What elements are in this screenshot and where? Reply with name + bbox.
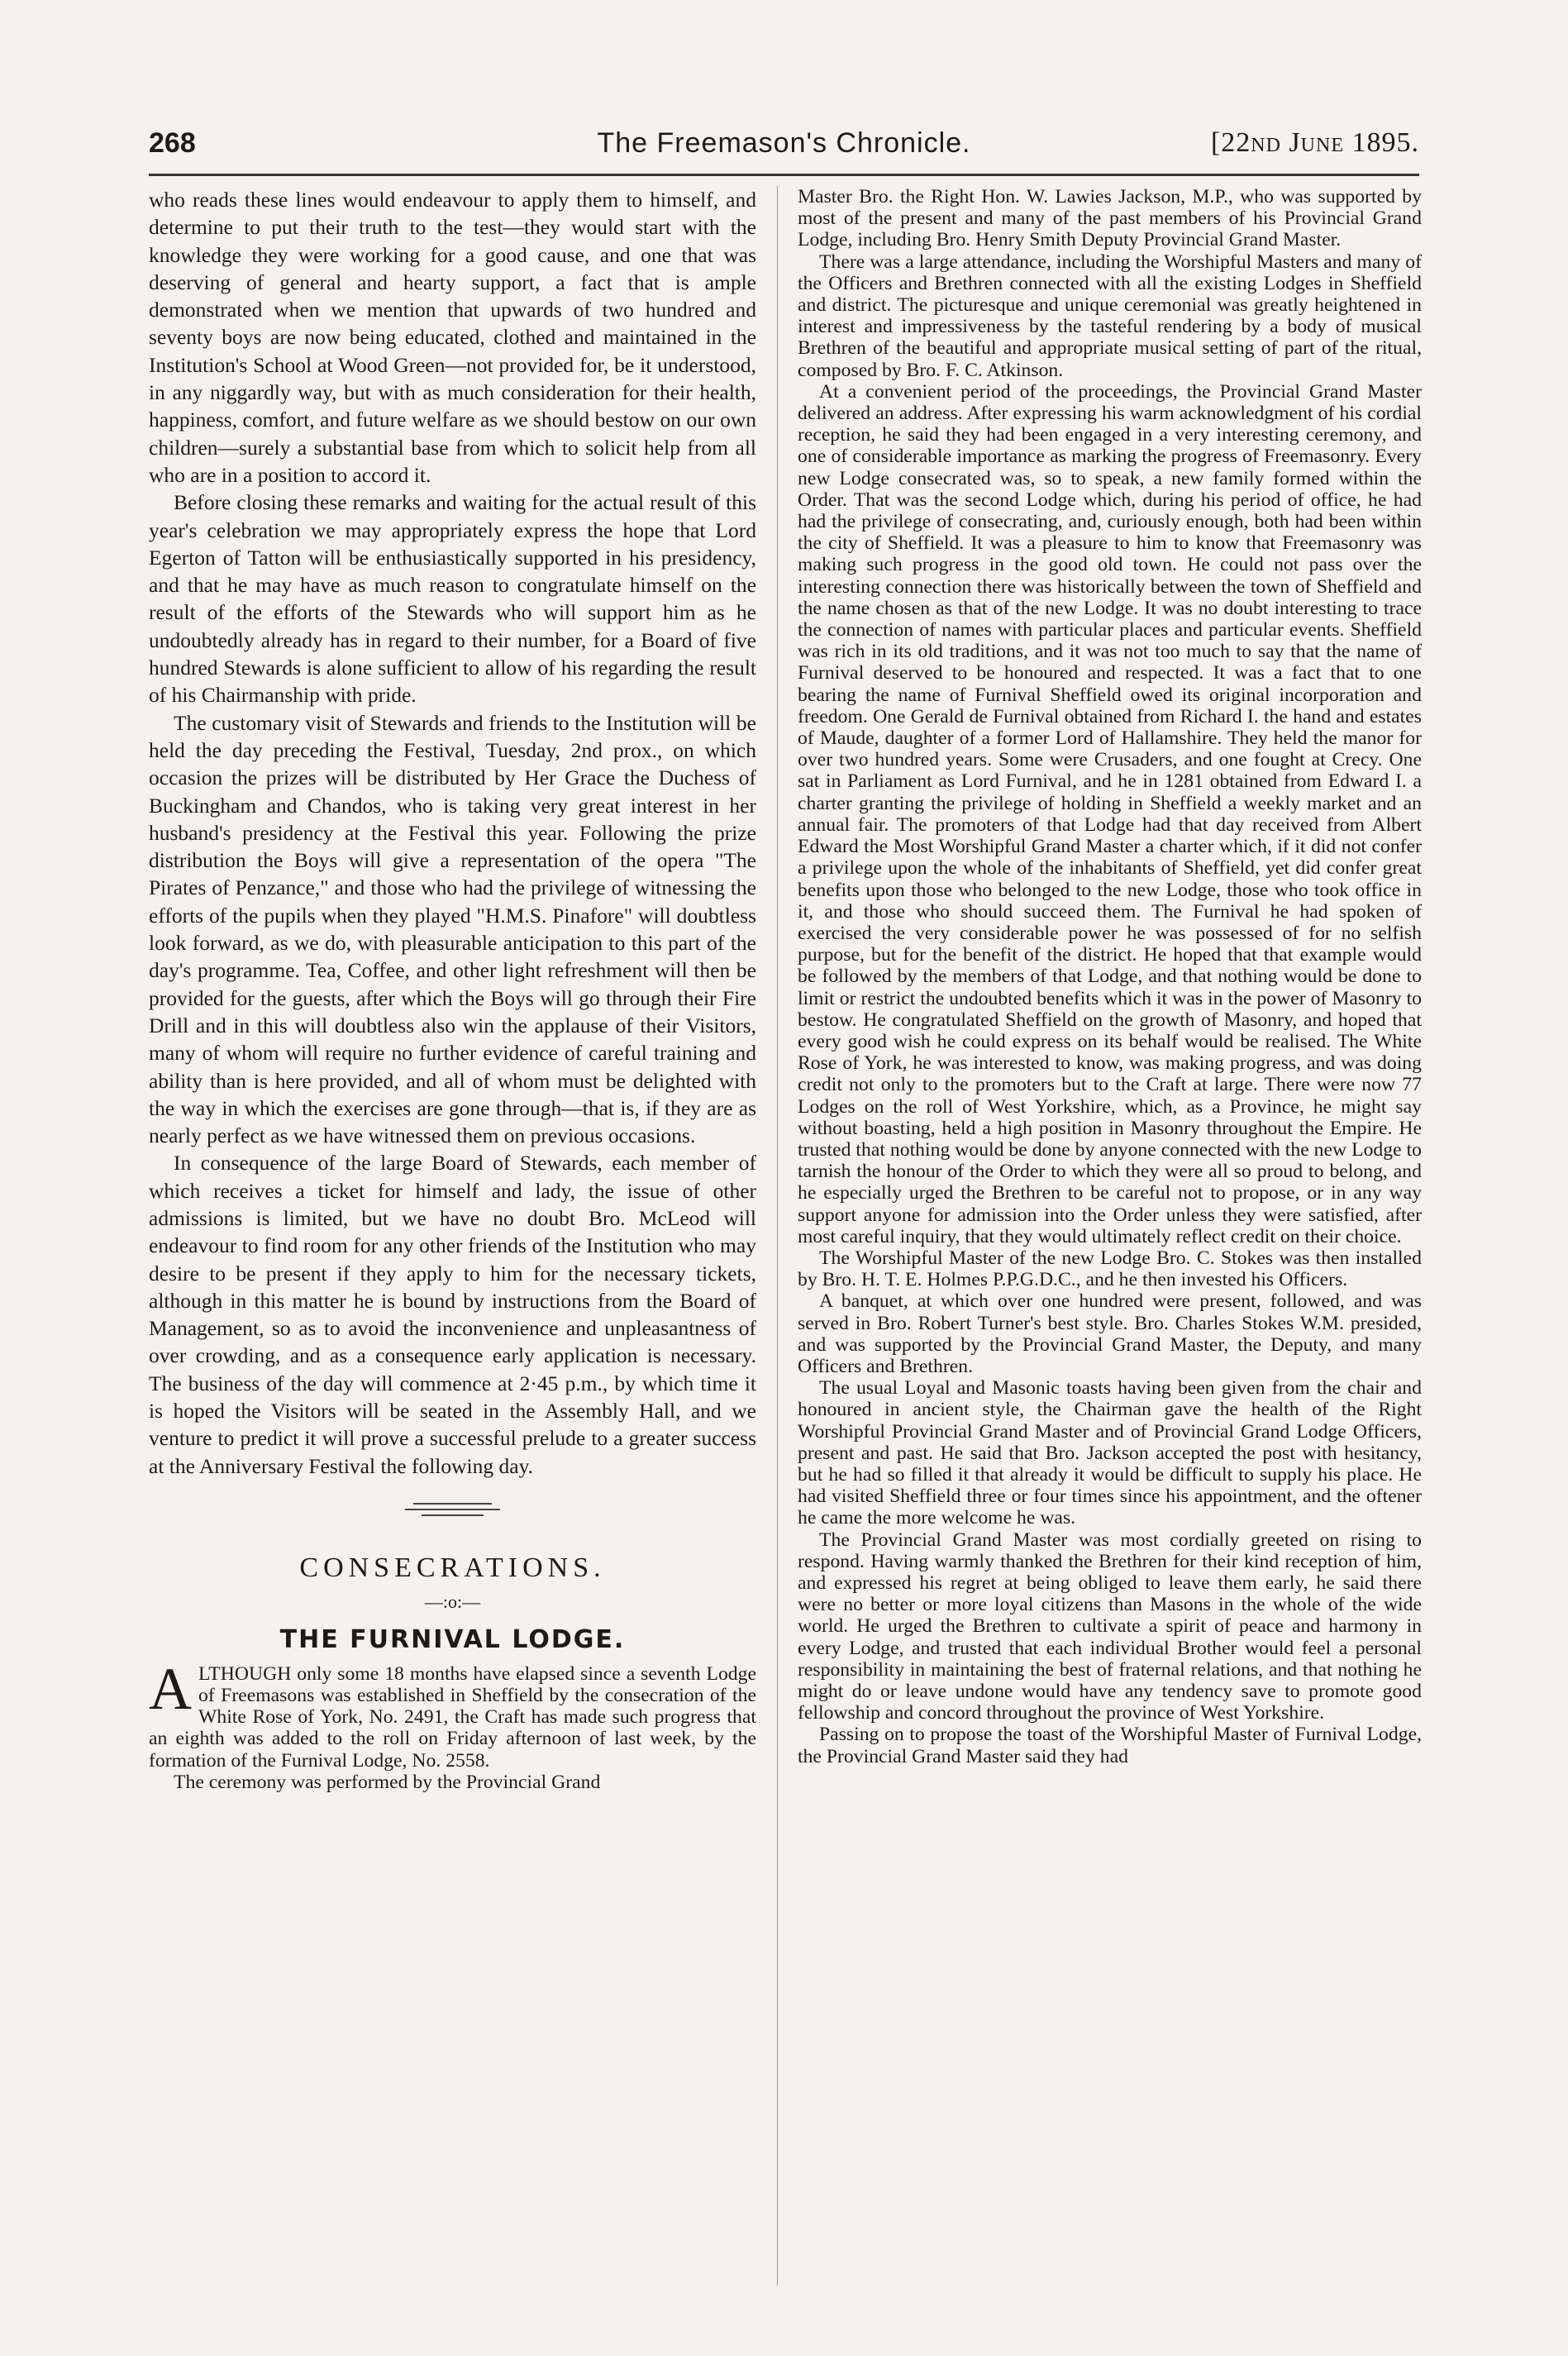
article-paragraph: The usual Loyal and Masonic toasts having been given from the chair and honoured in ancient style, the Chairman gave the health of the Right Worshipful Provincial Grand Master and of Provincial Grand Lodge Officers, present and past. He said that Bro. Jackson accepted the post with hesitancy, but he had so filled it that already it would be difficult to supply his place. He had visited Sheffield three or four times since his appointment, and the oftener he came the more welcome he was.: [798, 1377, 1422, 1529]
header-rule: [149, 174, 1419, 176]
section-separator: [149, 1503, 756, 1516]
drop-cap: A: [149, 1655, 192, 1722]
article-paragraph: The Provincial Grand Master was most cordially greeted on rising to respond. Having warmly thanked the Brethren for their kind reception of him, and expressed his regret at being obliged to leave them early, he said there were no better or more loyal citizens than Masons in the whole of the wide world. He urged the Brethren to cultivate a spirit of peace and harmony in every Lodge, and trusted that each individual Brother would feel a personal responsibility in maintaining the best of fraternal relations, and that nothing he might do or leave undone would have any tendency save to promote good fellowship and concord throughout the province of West Yorkshire.: [798, 1529, 1422, 1724]
consecration-paragraph: The ceremony was performed by the Provincial Grand: [174, 1771, 601, 1793]
article-paragraph: In consequence of the large Board of Stewards, each member of which receives a ticket for himself and lady, the issue of other admissions is limited, but we have no doubt Bro. McLeod will endeavour to find room for any other friends of the Institution who may desire to be present if they apply to him for the necessary tickets, although in this matter he is bound by instructions from the Board of Management, so as to avoid the inconvenience and unpleasantness of over crowding, and as a consequence early application is necessary. The business of the day will commence at 2·45 p.m., by which time it is hoped the Visitors will be seated in the Assembly Hall, and we venture to predict it will prove a successful prelude to a greater success at the Anniversary Festival the following day.: [149, 1151, 756, 1478]
consecration-paragraph: [149, 1655, 756, 1772]
separator-rule: [422, 1514, 484, 1516]
article-paragraph: At a convenient period of the proceedings, the Provincial Grand Master delivered an address. After expressing his warm acknowledgment of his cordial reception, he said they had been engaged in a very interesting ceremony, and one of considerable importance as marking the progress of Freemasonry. Every new Lodge consecrated was, so to speak, a new family formed within the Order. That was the second Lodge which, during his period of office, he had had the privilege of consecrating, and, curiously enough, both had been within the city of Sheffield. It was a pleasure to him to know that Freemasonry was making such progress in the good old town. He could not pass over the interesting connection there was historically between the town of Sheffield and the name chosen as that of the new Lodge. It was no doubt interesting to trace the connection of names with particular places and particular events. Sheffield was rich in its old traditions, and it was not too much to say that the name of Furnival deserved to be honoured and respected. It was a fact that to one bearing the name of Furnival Sheffield owed its original incorporation and freedom. One Gerald de Furnival obtained from Richard I. the hand and estates of Maude, daughter of a former Lord of Hallamshire. They held the manor for over two hundred years. Some were Crusaders, and one fought at Crecy. One sat in Parliament as Lord Furnival, and he in 1281 obtained from Edward I. a charter granting the privilege of holding in Sheffield a weekly market and an annual fair. The promoters of that Lodge had that day received from Albert Edward the Most Worshipful Grand Master a charter which, if it did not confer a privilege upon the whole of the inhabitants of Sheffield, yet did confer great benefits upon those who belonged to the new Lodge, those who took office in it, and those who should succeed them. The Furnival he had spoken of exercised the very considerable power he was possessed of for no selfish purpose, but for the benefit of the district. He hoped that that example would be followed by the members of that Lodge, and that nothing would be done to limit or restrict the undoubted benefits which it was in the power of Masonry to bestow. He congratulated Sheffield on the growth of Masonry, and hoped that every good wish he could express on its behalf would be realised. The White Rose of York, he was interested to know, was making progress, and was doing credit not only to the promoters but to the Craft at large. There were now 77 Lodges on the roll of West Yorkshire, which, as a Province, he might say without boasting, held a high position in Masonry throughout the Empire. He trusted that nothing would be done by anyone connected with the new Lodge to tarnish the honour of the Order to which they were all so proud to belong, and he especially urged the Brethren to be careful not to propose, or in any way support anyone for admission into the Order unless they were satisfied, after most careful inquiry, that they would ultimately reflect credit on their choice.: [798, 380, 1422, 1247]
article-paragraph: There was a large attendance, including the Worshipful Masters and many of the Officers and Brethren connected with all the existing Lodges in Sheffield and district. The picturesque and unique ceremonial was greatly heightened in interest and impressiveness by the tasteful rendering by a body of musical Brethren of the beautiful and appropriate musical setting of part of the ritual, composed by Bro. F. C. Atkinson.: [798, 250, 1422, 381]
right-column: [798, 186, 1422, 1767]
article-paragraph: The customary visit of Stewards and friends to the Institution will be held the day preceding the Festival, Tuesday, 2nd prox., on which occasion the prizes will be distributed by Her Grace the Duchess of Buckingham and Chandos, who is taking very great interest in her husband's presidency at the Festival this year. Following the prize distribution the Boys will give a representation of the opera "The Pirates of Penzance," and those who had the privilege of witnessing the efforts of the pupils when they played "H.M.S. Pinafore" will doubtless look forward, as we do, with pleasurable anticipation to this part of the day's programme. Tea, Coffee, and other light refreshment will then be provided for the guests, after which the Boys will go through their Fire Drill and in this will doubtless also win the applause of their Visitors, many of whom will require no further evidence of careful training and ability than is here provided, and all of whom must be delighted with the way in which the exercises are gone through—that is, if they are as nearly perfect as we have witnessed them on previous occasions.: [149, 710, 756, 1148]
journal-title: The Freemason's Chronicle.: [597, 127, 971, 159]
separator-rule: [413, 1503, 492, 1505]
lodge-title: THE FURNIVAL LODGE.: [279, 1624, 626, 1654]
column-divider: [777, 186, 778, 2286]
section-title: CONSECRATIONS.: [299, 1552, 606, 1583]
article-paragraph: The Worshipful Master of the new Lodge Bro. C. Stokes was then installed by Bro. H. T. E. Holmes P.P.G.D.C., and he then invested his Officers.: [798, 1247, 1422, 1291]
section-ornament: —:o:—: [424, 1591, 481, 1613]
article-paragraph: Passing on to propose the toast of the Worshipful Master of Furnival Lodge, the Provincial Grand Master said they had: [798, 1724, 1422, 1767]
article-paragraph: Before closing these remarks and waiting for the actual result of this year's celebration we may appropriately express the hope that Lord Egerton of Tatton will be enthusiastically supported in his presidency, and that he may have as much reason to congratulate himself on the result of the efforts of the Stewards who will support him as he undoubtedly already has in regard to their number, for a Board of five hundred Stewards is alone sufficient to allow of his regarding the result of his Chairmanship with pride.: [149, 490, 756, 708]
page-number: 268: [149, 127, 196, 159]
article-paragraph: who reads these lines would endeavour to apply them to himself, and determine to put their truth to the test—they would start with the knowledge they were working for a good cause, and one that was deserving of general and hearty support, a fact that is ample demonstrated when we mention that upwards of two hundred and seventy boys are now being educated, clothed and maintained in the Institution's School at Wood Green—not provided for, be it understood, in any niggardly way, but with as much consideration for their health, happiness, comfort, and future welfare as we should bestow on our own children—surely a substantial base from which to solicit help from all who are in a position to accord it.: [149, 188, 756, 487]
left-column: [149, 186, 756, 1793]
article-paragraph: Master Bro. the Right Hon. W. Lawies Jackson, M.P., who was supported by most of the present and many of the past members of his Provincial Grand Lodge, including Bro. Henry Smith Deputy Provincial Grand Master.: [798, 186, 1422, 251]
article-paragraph: A banquet, at which over one hundred were present, followed, and was served in Bro. Robert Turner's best style. Bro. Charles Stokes W.M. presided, and was supported by the Provincial Grand Master, the Deputy, and many Officers and Brethren.: [798, 1290, 1422, 1377]
consecration-text: LTHOUGH only some 18 months have elapsed since a seventh Lodge of Freemasons was established in Sheffield by the consecration of the White Rose of York, No. 2491, the Craft has made such progress that an eighth was added to the roll on Friday afternoon of last week, by the formation of the Furnival Lodge, No. 2558.: [149, 1662, 756, 1772]
issue-date: [22nd June 1895.: [1210, 127, 1419, 158]
separator-rule: [405, 1509, 500, 1510]
page-header: [149, 127, 1419, 169]
